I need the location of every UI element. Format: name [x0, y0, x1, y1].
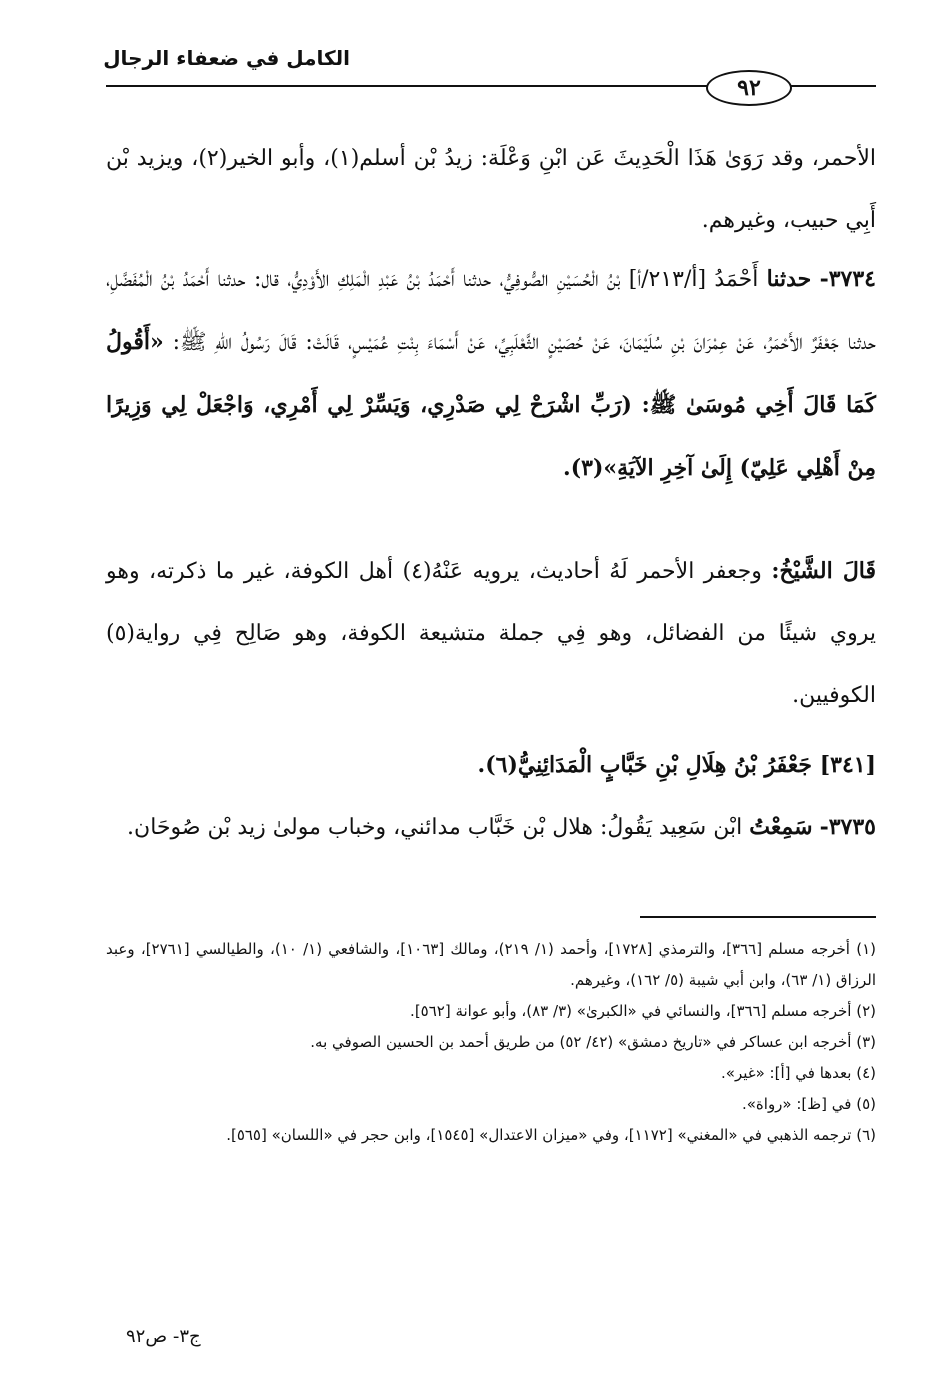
hadith-lead-word: سَمِعْتُ	[749, 814, 813, 840]
footnote-3: (٣) أخرجه ابن عساكر في «تاريخ دمشق» (٤٢/ ٥٢) من طريق أحمد بن الحسين الصوفي به.	[310, 1033, 876, 1051]
page-number-badge: ٩٢	[706, 70, 792, 106]
volume-page-reference: ج٣- ص٩٢	[126, 1326, 201, 1347]
paragraph-intro	[106, 128, 876, 252]
footnote-rule	[640, 916, 876, 918]
hadith-number: ٣٧٣٥-	[819, 814, 876, 840]
footnotes	[106, 934, 876, 1151]
sheikh-text: وجعفر الأحمر لَهُ أحاديث، يرويه عَنْهُ(٤) أهل الكوفة، غير ما ذكرته، وهو يروي شيئًا من الفضائل، وهو فِي جملة متشيعة الكوفة، وهو صَالِح فِي رواية(٥) الكوفيين.	[106, 559, 876, 708]
footnote-5: (٥) في [ظ]: «رواة».	[741, 1095, 876, 1113]
footnote-6: (٦) ترجمه الذهبي في «المغني» [١١٧٢]، وفي «ميزان الاعتدال» [١٥٤٥]، وابن حجر في «اللسان» [٥٦٥].	[226, 1126, 876, 1144]
book-title: الكامل في ضعفاء الرجال	[103, 46, 350, 70]
hadith-isnad: أَحْمَدُ [أ/٢١٣/أ] بْنُ الْحُسَيْنِ الصُّوفِيُّ، حدثنا أَحْمَدُ بْنُ عَبْدِ الْمَلِكِ الأَوْدِيُّ، قال: حدثنا أَحْمَدُ بْنُ الْمُفَضَّلِ، حدثنا جَعْفَرٌ الأَحْمَرُ، عَنْ عِمْرَانَ بْنِ سُلَيْمَانَ، عَنْ حُصَيْنٍ الثَّعْلَبِيِّ، عَنْ أَسْمَاءَ بِنْتِ عُمَيْسٍ، قَالَتْ: قَالَ رَسُولُ اللهِ ﷺ:	[106, 267, 876, 355]
footnote-4: (٤) بعدها في [أ]: «غير».	[721, 1064, 876, 1082]
entry-number: [٣٤١]	[819, 752, 876, 778]
entry-name: جَعْفَرُ بْنُ هِلَالِ بْنِ خَبَّابٍ الْمَدَائِنِيُّ(٦).	[477, 752, 813, 778]
hadith-matn: «أَقُولُ كَمَا قَالَ أَخِي مُوسَىٰ ﷺ: (رَبِّ اشْرَحْ لِي صَدْرِي، وَيَسِّرْ لِي أَمْرِي، وَاجْعَلْ لِي وَزِيرًا مِنْ أَهْلِي عَلِيّ) إِلَىٰ آخِرِ الآيَةِ»(٣).	[106, 329, 876, 481]
paragraph-intro-text: الأحمر، وقد رَوَىٰ هَذَا الْحَدِيثَ عَن ابْنِ وَعْلَة: زيدُ بْن أسلم(١)، وأبو الخير(٢)، ويزيد بْن أَبِي حبيب، وغيرهم.	[106, 146, 876, 233]
footnote-1: (١) أخرجه مسلم [٣٦٦]، والترمذي [١٧٢٨]، وأحمد (١/ ٢١٩)، ومالك [١٠٦٣]، والشافعي (١/ ١٠)، والطيالسي [٢٧٦١]، وعبد الرزاق (١/ ٦٣)، وابن أبي شيبة (٥/ ١٦٢)، وغيرهم.	[106, 940, 876, 989]
hadith-lead-word: حدثنا	[766, 266, 812, 292]
sheikh-lead: قَالَ الشَّيْخُ:	[771, 558, 877, 584]
entry-341	[106, 734, 876, 796]
sheikh-commentary-body	[106, 540, 876, 727]
hadith-3735	[106, 796, 876, 859]
hadith-3734	[106, 248, 876, 500]
sheikh-commentary	[106, 540, 876, 727]
hadith-3735-body	[106, 796, 876, 859]
footnote-2: (٢) أخرجه مسلم [٣٦٦]، والنسائي في «الكبرىٰ» (٣/ ٨٣)، وأبو عوانة [٥٦٢].	[410, 1002, 876, 1020]
hadith-3734-body	[106, 248, 876, 500]
hadith-number: ٣٧٣٤-	[819, 266, 876, 292]
entry-341-heading	[106, 734, 876, 796]
hadith-text: ابْن سَعِيد يَقُولُ: هلال بْن خَبَّاب مدائني، وخباب مولىٰ زيد بْن صُوحَان.	[127, 815, 743, 840]
